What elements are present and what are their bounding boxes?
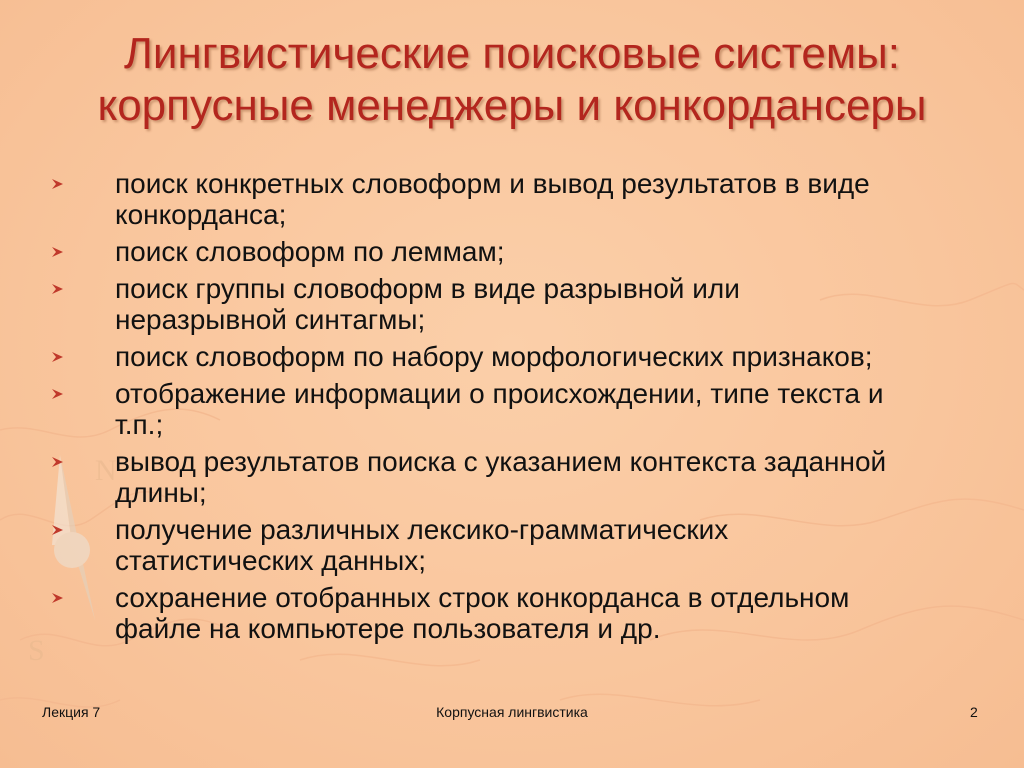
svg-text:N: N: [95, 454, 117, 487]
bullet-item: [40, 273, 990, 335]
arrow-bullet-icon: [51, 246, 65, 258]
arrow-bullet-icon: [51, 178, 65, 190]
bullet-text-line-1: отображение информации о происхождении, типе текста и: [115, 378, 884, 409]
bullet-text-line-1: поиск конкретных словоформ и вывод результатов в виде: [115, 168, 870, 199]
bullet-text-line-2: статистических данных;: [115, 545, 426, 576]
footer-course-title: Корпусная лингвистика: [436, 704, 588, 720]
bullet-text-line-1: получение различных лексико-грамматических: [115, 514, 729, 545]
bullet-item: [40, 168, 990, 230]
bullet-text-line-2: конкорданса;: [115, 199, 287, 230]
bullet-text-line-2: неразрывной синтагмы;: [115, 304, 426, 335]
title-line-1: Лингвистические поисковые системы:: [124, 29, 900, 78]
svg-text:S: S: [28, 634, 45, 667]
arrow-bullet-icon: [51, 388, 65, 400]
page-number: 2: [970, 704, 978, 720]
bullet-text-line-1: поиск группы словоформ в виде разрывной или: [115, 273, 740, 304]
bullet-text-line-2: т.п.;: [115, 409, 164, 440]
bullet-item: [40, 341, 990, 372]
bullet-list: [40, 168, 990, 650]
bullet-item: [40, 236, 990, 267]
arrow-bullet-icon: [51, 524, 65, 536]
bullet-item: [40, 446, 990, 508]
bullet-text-line-1: поиск словоформ по леммам;: [115, 236, 505, 267]
title-line-2: корпусные менеджеры и конкордансеры: [97, 81, 927, 130]
footer-lecture: Лекция 7: [42, 704, 101, 720]
bullet-text-line-1: сохранение отобранных строк конкорданса в отдельном: [115, 582, 850, 613]
bullet-item: [40, 378, 990, 440]
arrow-bullet-icon: [51, 456, 65, 468]
slide-title: [40, 28, 984, 132]
bullet-item: [40, 514, 990, 576]
bullet-item: [40, 582, 990, 644]
bullet-text-line-1: поиск словоформ по набору морфологических признаков;: [115, 341, 873, 372]
arrow-bullet-icon: [51, 592, 65, 604]
bullet-text-line-2: файле на компьютере пользователя и др.: [115, 613, 661, 644]
bullet-text-line-1: вывод результатов поиска с указанием контекста заданной: [115, 446, 887, 477]
arrow-bullet-icon: [51, 283, 65, 295]
bullet-text-line-2: длины;: [115, 477, 207, 508]
arrow-bullet-icon: [51, 351, 65, 363]
